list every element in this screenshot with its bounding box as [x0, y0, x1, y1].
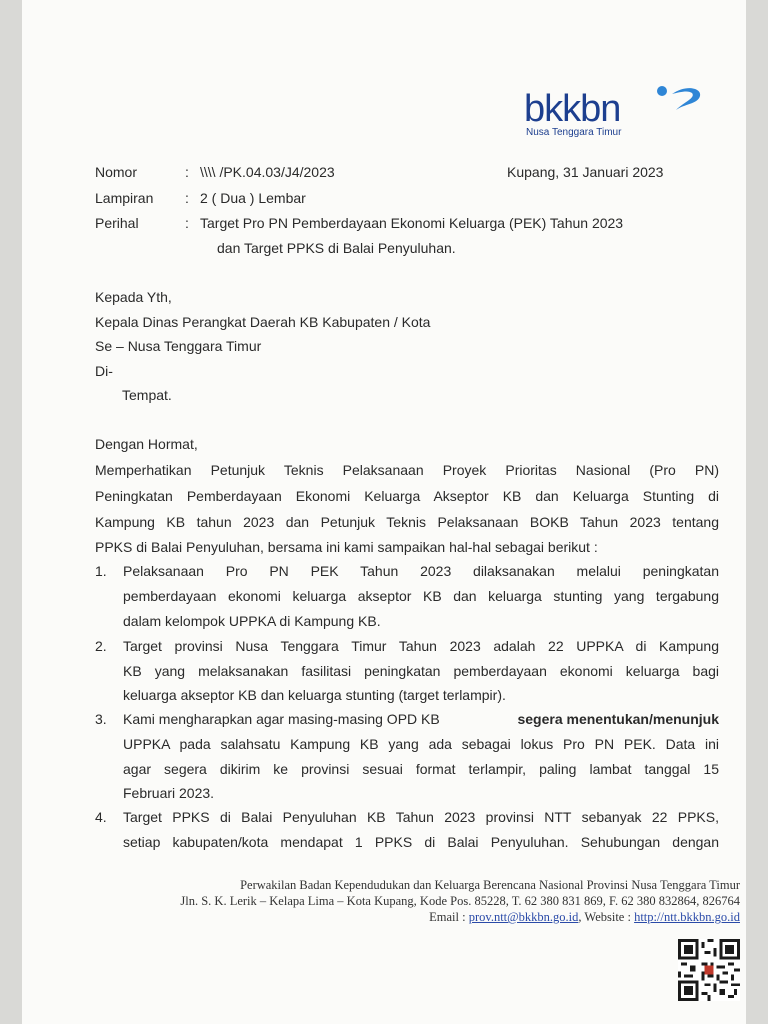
perihal-colon: :: [185, 215, 189, 231]
lampiran-label: Lampiran: [95, 190, 154, 206]
address-line-1: Kepada Yth,: [95, 289, 172, 305]
footer-contact: [429, 910, 740, 925]
intro-line-4: PPKS di Balai Penyuluhan, bersama ini kami sampaikan hal-hal sebagai berikut :: [95, 539, 598, 555]
item-2-line-2: KB yang melaksanakan fasilitasi peningkatan pemberdayaan ekonomi keluarga bagi: [123, 663, 719, 679]
lampiran-colon: :: [185, 190, 189, 206]
item-1-line-1: Pelaksanaan Pro PN PEK Tahun 2023 dilaksanakan melalui peningkatan: [123, 563, 719, 579]
item-2-line-1: Target provinsi Nusa Tenggara Timur Tahun 2023 adalah 22 UPPKA di Kampung: [123, 638, 719, 654]
item-3-number: 3.: [95, 711, 107, 727]
address-line-4: Di-: [95, 363, 113, 379]
item-2-number: 2.: [95, 638, 107, 654]
footer-website-link[interactable]: http://ntt.bkkbn.go.id: [634, 910, 740, 924]
nomor-row: [0, 162, 768, 182]
greeting: Dengan Hormat,: [95, 436, 198, 452]
perihal-label: Perihal: [95, 215, 139, 231]
item-1-number: 1.: [95, 563, 107, 579]
address-line-3: Se – Nusa Tenggara Timur: [95, 338, 262, 354]
item-3-line-3: agar segera dikirim ke provinsi sesuai format terlampir, paling lambat tanggal 15: [123, 761, 719, 777]
nomor-label: Nomor: [95, 164, 138, 180]
footer-email-link[interactable]: prov.ntt@bkkbn.go.id: [468, 910, 579, 924]
nomor-value: \\\\ /PK.04.03/J4/2023: [200, 164, 335, 180]
item-3-line-1-text: Kami mengharapkan agar masing-masing OPD KB: [123, 711, 440, 727]
item-4-line-2: setiap kabupaten/kota mendapat 1 PPKS di Balai Penyuluhan. Sehubungan dengan: [123, 834, 719, 850]
logo-subtitle: Nusa Tenggara Timur: [526, 127, 622, 138]
nomor-colon: :: [185, 164, 189, 180]
item-1-line-3: dalam kelompok UPPKA di Kampung KB.: [123, 613, 381, 629]
item-1-line-2: pemberdayaan ekonomi keluarga akseptor KB dan keluarga stunting yang tergabung: [123, 588, 719, 604]
item-3-line-4: Februari 2023.: [123, 785, 215, 801]
perihal-row: [0, 213, 768, 259]
item-3-line-2: UPPKA pada salahsatu Kampung KB yang ada sebagai lokus Pro PN PEK. Data ini: [123, 736, 719, 752]
bkkbn-swoosh-icon: [652, 82, 708, 118]
intro-line-3: Kampung KB tahun 2023 dan Petunjuk Teknis Pelaksanaan BOKB Tahun 2023 tentang: [95, 514, 719, 530]
footer-line-2: Jln. S. K. Lerik – Kelapa Lima – Kota Kupang, Kode Pos. 85228, T. 62 380 831 869, F. 62 380 832864, 826764: [180, 894, 740, 908]
place-date: Kupang, 31 Januari 2023: [507, 164, 664, 180]
qr-code-icon[interactable]: [678, 939, 740, 1001]
bkkbn-logo: [520, 82, 710, 142]
lampiran-row: [0, 188, 768, 208]
perihal-line-1: Target Pro PN Pemberdayaan Ekonomi Keluarga (PEK) Tahun 2023: [200, 215, 624, 231]
logo-wordmark: bkkbn: [524, 88, 621, 130]
item-4-line-1: Target PPKS di Balai Penyuluhan KB Tahun 2023 provinsi NTT sebanyak 22 PPKS,: [123, 809, 719, 825]
item-3-line-1-bold: segera menentukan/menunjuk: [517, 711, 719, 727]
lampiran-value: 2 ( Dua ) Lembar: [200, 190, 306, 206]
item-3-line-1: [123, 708, 719, 732]
intro-line-1: Memperhatikan Petunjuk Teknis Pelaksanaan Proyek Prioritas Nasional (Pro PN): [95, 462, 719, 478]
footer-line-1: Perwakilan Badan Kependudukan dan Keluarga Berencana Nasional Provinsi Nusa Tenggara Timur: [240, 878, 740, 892]
item-2-line-3: keluarga akseptor KB dan keluarga stunting (target terlampir).: [123, 687, 506, 703]
address-line-5: Tempat.: [122, 387, 172, 403]
intro-line-2: Peningkatan Pemberdayaan Ekonomi Keluarga Akseptor KB dan Keluarga Stunting di: [95, 488, 719, 504]
address-line-2: Kepala Dinas Perangkat Daerah KB Kabupaten / Kota: [95, 314, 431, 330]
footer-email-label: Email :: [429, 910, 469, 924]
footer-website-label: , Website :: [578, 910, 635, 924]
perihal-line-2: dan Target PPKS di Balai Penyuluhan.: [217, 240, 456, 256]
item-4-number: 4.: [95, 809, 107, 825]
